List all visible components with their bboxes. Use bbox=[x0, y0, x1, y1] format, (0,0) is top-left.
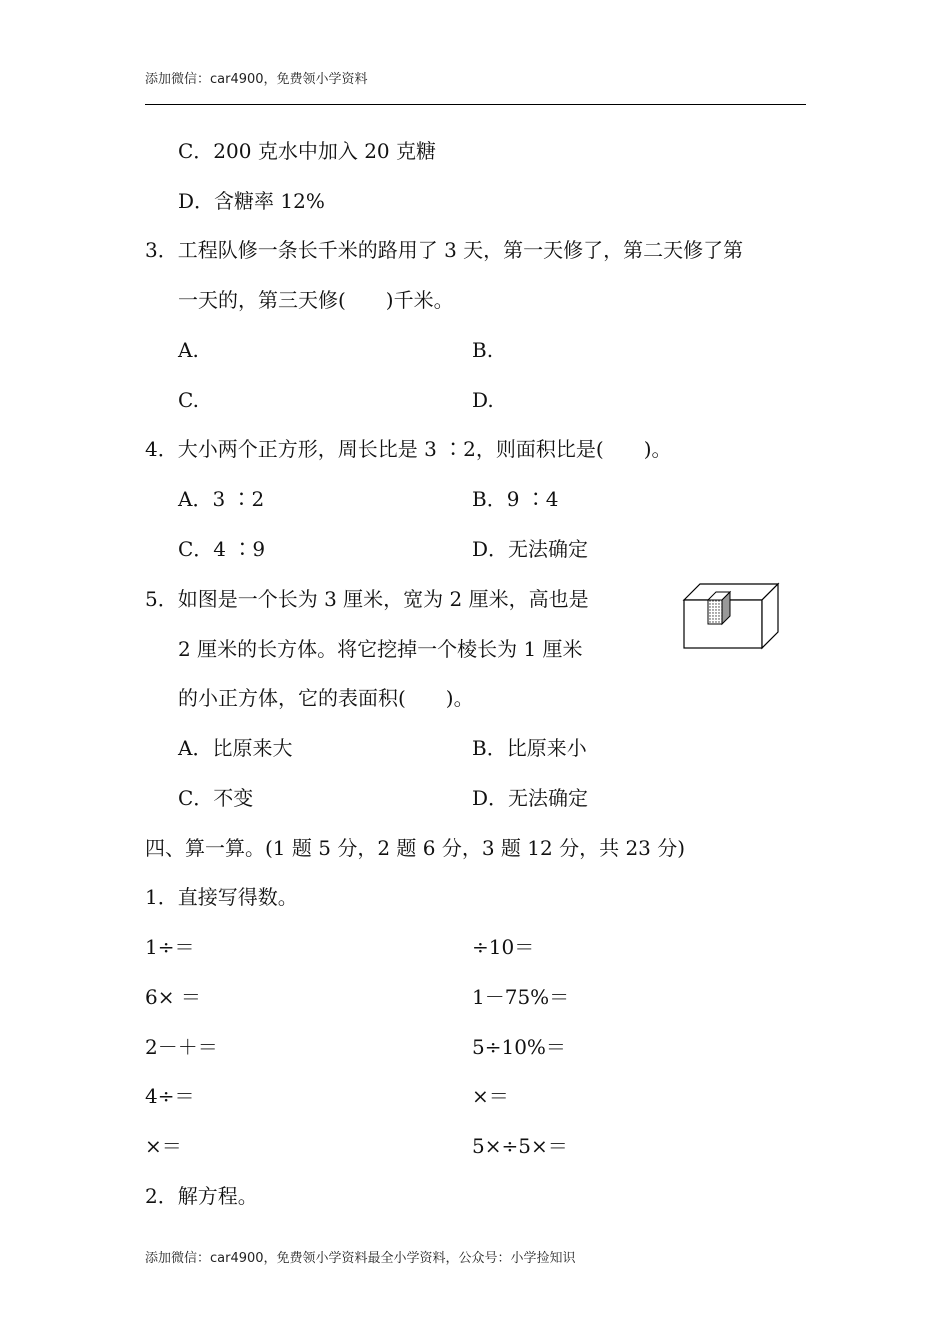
q3-option-b: B. bbox=[472, 338, 494, 362]
q5-option-b: B．比原来小 bbox=[472, 736, 587, 760]
calc-right-3: 5÷10%＝ bbox=[472, 1035, 566, 1059]
page-footer: 添加微信：car4900，免费领小学资料最全小学资料，公众号：小学捡知识 bbox=[145, 1251, 576, 1266]
calc-left-4: 4÷＝ bbox=[145, 1084, 195, 1108]
calc-left-2: 6× ＝ bbox=[145, 985, 201, 1009]
q5-option-d: D．无法确定 bbox=[472, 786, 589, 810]
q4-option-b: B．9 ∶4 bbox=[472, 487, 559, 511]
calc-right-1: ÷10＝ bbox=[472, 935, 535, 959]
header-divider bbox=[145, 104, 806, 105]
q5-stem-line1: 5．如图是一个长为 3 厘米，宽为 2 厘米，高也是 bbox=[145, 587, 589, 611]
q4-option-a: A．3 ∶2 bbox=[178, 487, 265, 511]
section4-sub2: 2．解方程。 bbox=[145, 1184, 258, 1208]
q5-option-a: A．比原来大 bbox=[178, 736, 293, 760]
q4-stem: 4．大小两个正方形，周长比是 3 ∶2，则面积比是( )。 bbox=[145, 437, 672, 461]
q3-stem-line1: 3．工程队修一条长千米的路用了 3 天，第一天修了，第二天修了第 bbox=[145, 238, 744, 262]
q3-stem-line2: 一天的，第三天修( )千米。 bbox=[178, 288, 454, 312]
q5-stem-line3: 的小正方体，它的表面积( )。 bbox=[178, 686, 474, 710]
section4-sub1: 1．直接写得数。 bbox=[145, 885, 298, 909]
q5-stem-line2: 2 厘米的长方体。将它挖掉一个棱长为 1 厘米 bbox=[178, 637, 583, 661]
calc-right-2: 1－75%＝ bbox=[472, 985, 570, 1009]
q3-option-a: A. bbox=[178, 338, 199, 362]
calc-left-1: 1÷＝ bbox=[145, 935, 195, 959]
q2-option-d: D．含糖率 12% bbox=[178, 189, 325, 213]
q4-option-d: D．无法确定 bbox=[472, 537, 589, 561]
section4-title: 四、算一算。(1 题 5 分，2 题 6 分，3 题 12 分，共 23 分) bbox=[145, 836, 686, 860]
calc-left-5: ×＝ bbox=[145, 1134, 182, 1158]
calc-right-4: ×＝ bbox=[472, 1084, 509, 1108]
page-header: 添加微信：car4900，免费领小学资料 bbox=[145, 72, 368, 87]
calc-left-3: 2－＋＝ bbox=[145, 1035, 218, 1059]
q5-option-c: C．不变 bbox=[178, 786, 254, 810]
q2-option-c: C．200 克水中加入 20 克糖 bbox=[178, 139, 436, 163]
q3-option-d: D. bbox=[472, 388, 494, 412]
cuboid-figure bbox=[682, 582, 782, 652]
q3-option-c: C. bbox=[178, 388, 199, 412]
q4-option-c: C．4 ∶9 bbox=[178, 537, 266, 561]
calc-right-5: 5×÷5×＝ bbox=[472, 1134, 568, 1158]
